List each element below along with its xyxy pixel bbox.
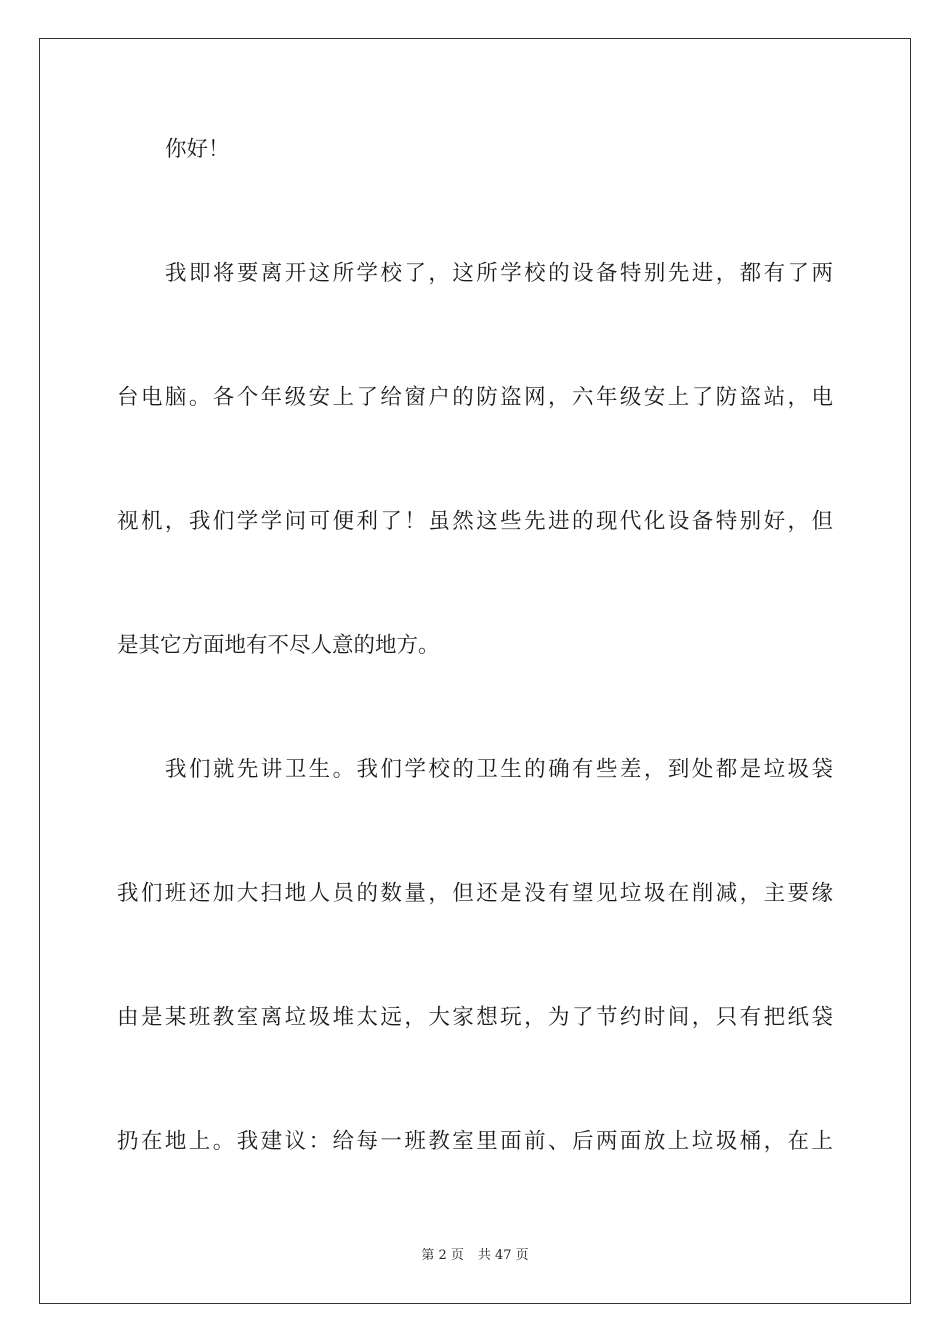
paragraph-2-line-4: 扔在地上。我建议：给每一班教室里面前、后两面放上垃圾桶，在上 xyxy=(117,1129,833,1154)
page-footer xyxy=(0,1247,950,1265)
paragraph-2-line-1: 我们就先讲卫生。我们学校的卫生的确有些差，到处都是垃圾袋 xyxy=(165,757,833,782)
paragraph-1-line-1: 我即将要离开这所学校了，这所学校的设备特别先进，都有了两 xyxy=(165,261,833,286)
paragraph-1-line-4: 是其它方面地有不尽人意的地方。 xyxy=(117,633,440,658)
paragraph-1-line-2: 台电脑。各个年级安上了给窗户的防盗网，六年级安上了防盗站，电 xyxy=(117,385,833,410)
paragraph-1-line-3: 视机，我们学学问可便利了！虽然这些先进的现代化设备特别好，但 xyxy=(117,509,833,534)
page-border xyxy=(39,38,911,1304)
greeting-line: 你好！ xyxy=(165,137,230,162)
paragraph-2-line-2: 我们班还加大扫地人员的数量，但还是没有望见垃圾在削减，主要缘 xyxy=(117,881,833,906)
page-total: 共 47 页 xyxy=(477,1248,529,1263)
page-number: 第 2 页 xyxy=(421,1248,464,1263)
paragraph-2-line-3: 由是某班教室离垃圾堆太远，大家想玩，为了节约时间，只有把纸袋 xyxy=(117,1005,833,1030)
